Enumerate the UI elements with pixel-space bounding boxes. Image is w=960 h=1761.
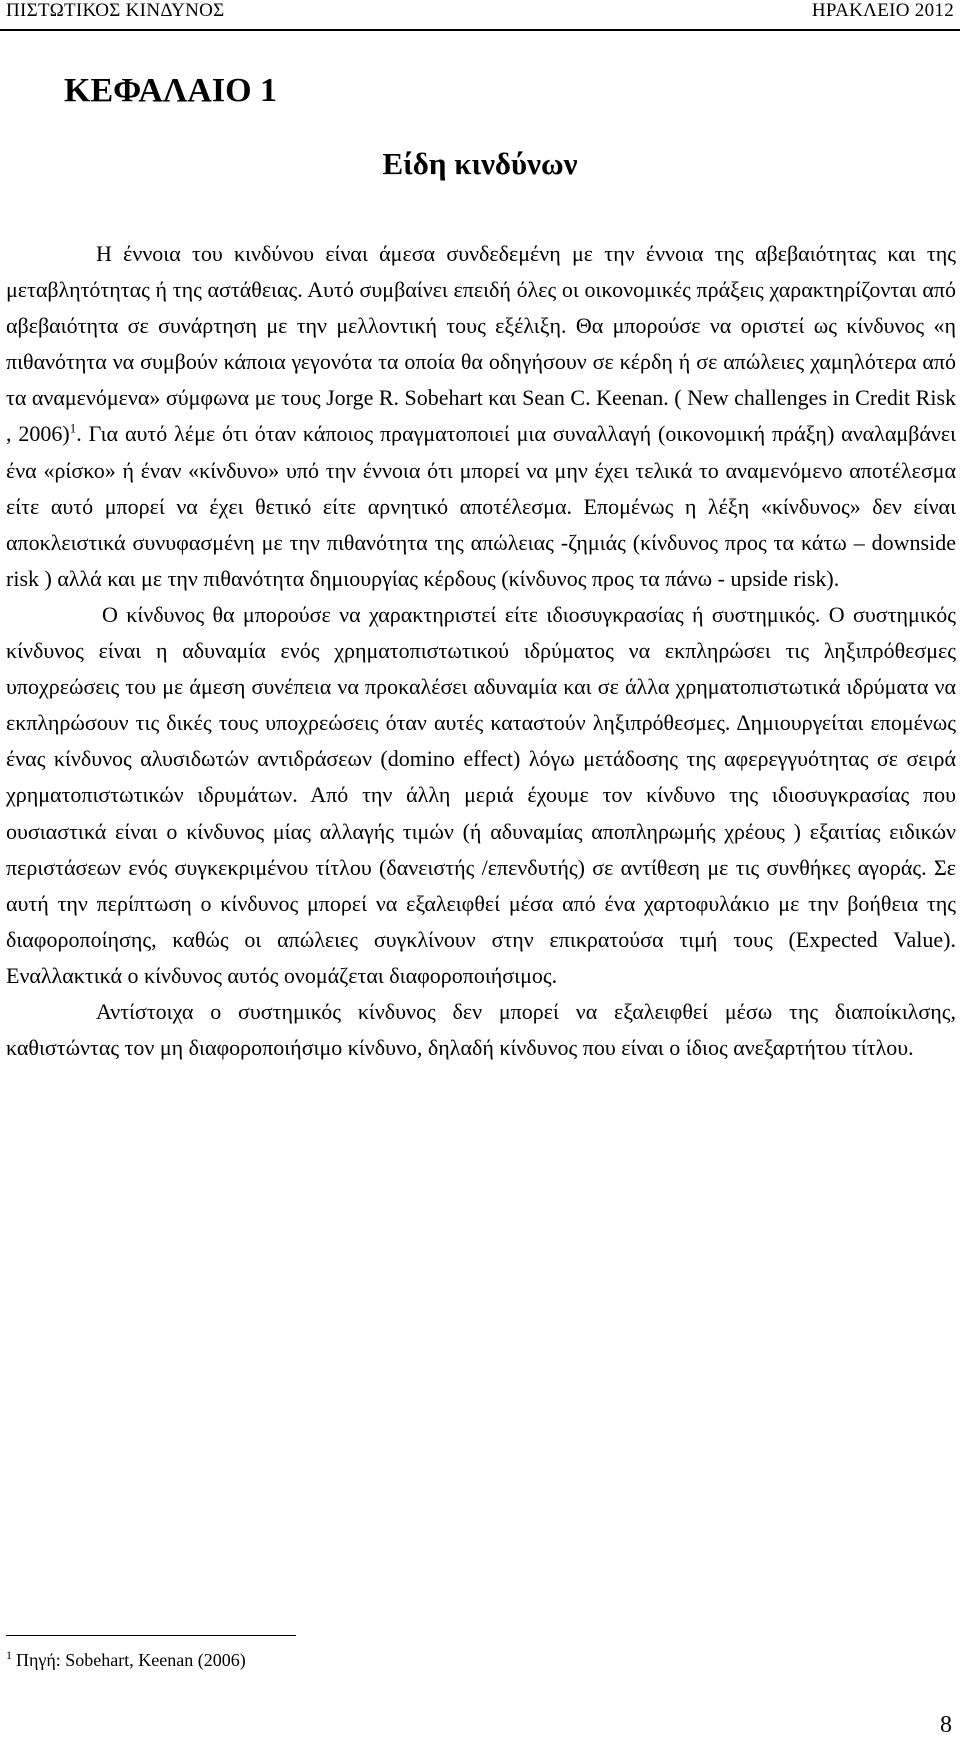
footnote-text: Πηγή: Sobehart, Keenan (2006)	[16, 1650, 246, 1670]
chapter-heading: ΚΕΦΑΛΑΙΟ 1	[64, 72, 278, 109]
paragraph-2: Ο κίνδυνος θα μπορούσε να χαρακτηριστεί είτε ιδιοσυγκρασίας ή συστημικός. Ο συστημικός κίνδυνος είναι η αδυναμία ενός χρηματοπιστωτικού ιδρύματος να εκπληρώσει τις ληξιπρόθεσμες υποχρεώσεις του με άμεση συνέπεια να προκαλέσει αδυναμία και σε άλλα χρηματοπιστωτικά ιδρύματα να εκπληρώσουν τις δικές τους υποχρεώσεις όταν αυτές καταστούν ληξιπρόθεσμες. Δημιουργείται επομένως ένας κίνδυνος αλυσιδωτών αντιδράσεων (domino effect) λόγω μετάδοσης της αφερεγγυότητας σε σειρά χρηματοπιστωτικών ιδρυμάτων. Από την άλλη μεριά έχουμε τον κίνδυνο της ιδιοσυγκρασίας που ουσιαστικά είναι ο κίνδυνος μίας αλλαγής τιμών (ή αδυναμίας αποπληρωμής χρέους ) εξαιτίας ειδικών περιστάσεων ενός συγκεκριμένου τίτλου (δανειστής /επενδυτής) σε αντίθεση με τις συνθήκες αγοράς. Σε αυτή την περίπτωση ο κίνδυνος μπορεί να εξαλειφθεί μέσα από ένα χαρτοφυλάκιο με την βοήθεια της διαφοροποίησης, καθώς οι απώλειες συγκλίνουν στην επικρατούσα τιμή τους (Expected Value). Εναλλακτικά ο κίνδυνος αυτός ονομάζεται διαφοροποιήσιμος.	[6, 601, 956, 988]
header-left-title: ΠΙΣΤΩΤΙΚΟΣ ΚΙΝΔΥΝΟΣ	[6, 0, 225, 21]
paragraph-1-text: Η έννοια του κινδύνου είναι άμεσα συνδεδεμένη με την έννοια της αβεβαιότητας και της μεταβλητότητας ή της αστάθειας. Αυτό συμβαίνει επειδή όλες οι οικονομικές πράξεις χαρακτηρίζονται από αβεβαιότητα σε συνάρτηση με την μελλοντική τους εξέλιξη. Θα μπορούσε να οριστεί ως κίνδυνος «η πιθανότητα να συμβούν κάποια γεγονότα τα οποία θα οδηγήσουν σε κέρδη ή σε απώλειες χαμηλότερα από τα αναμενόμενα» σύμφωνα με τους Jorge R. Sobehart και Sean C. Keenan. ( New challenges in Credit Risk , 2006)	[6, 241, 956, 447]
header-rule	[0, 29, 960, 31]
paragraph-1	[6, 236, 956, 597]
running-header	[0, 0, 960, 30]
footnote-separator	[6, 1635, 296, 1636]
page-number: 8	[940, 1712, 952, 1738]
footnote	[6, 1650, 246, 1671]
footnote-mark: 1	[6, 1648, 12, 1662]
body-text	[6, 236, 956, 1066]
paragraph-1-text-continued: . Για αυτό λέμε ότι όταν κάποιος πραγματοποιεί μια συναλλαγή (οικονομική πράξη) αναλαμβάνει ένα «ρίσκο» ή έναν «κίνδυνο» υπό την έννοια ότι μπορεί να μην έχει τελικά το αναμενόμενο αποτέλεσμα είτε αυτό μπορεί να έχει θετικό είτε αρνητικό αποτέλεσμα. Επομένως η λέξη «κίνδυνος» δεν είναι αποκλειστικά συνυφασμένη με την πιθανότητα της απώλειας -ζημιάς (κίνδυνος προς τα κάτω – downside risk ) αλλά και με την πιθανότητα δημιουργίας κέρδους (κίνδυνος προς τα πάνω - upside risk).	[6, 421, 956, 591]
footnote-reference: 1	[69, 421, 77, 437]
section-title: Είδη κινδύνων	[382, 146, 578, 181]
header-right-place-year: ΗΡΑΚΛΕΙΟ 2012	[811, 0, 954, 21]
paragraph-3: Αντίστοιχα ο συστημικός κίνδυνος δεν μπορεί να εξαλειφθεί μέσω της διαποίκιλσης, καθιστώντας τον μη διαφοροποιήσιμο κίνδυνο, δηλαδή κίνδυνος που είναι ο ίδιος ανεξαρτήτου τίτλου.	[6, 998, 956, 1061]
